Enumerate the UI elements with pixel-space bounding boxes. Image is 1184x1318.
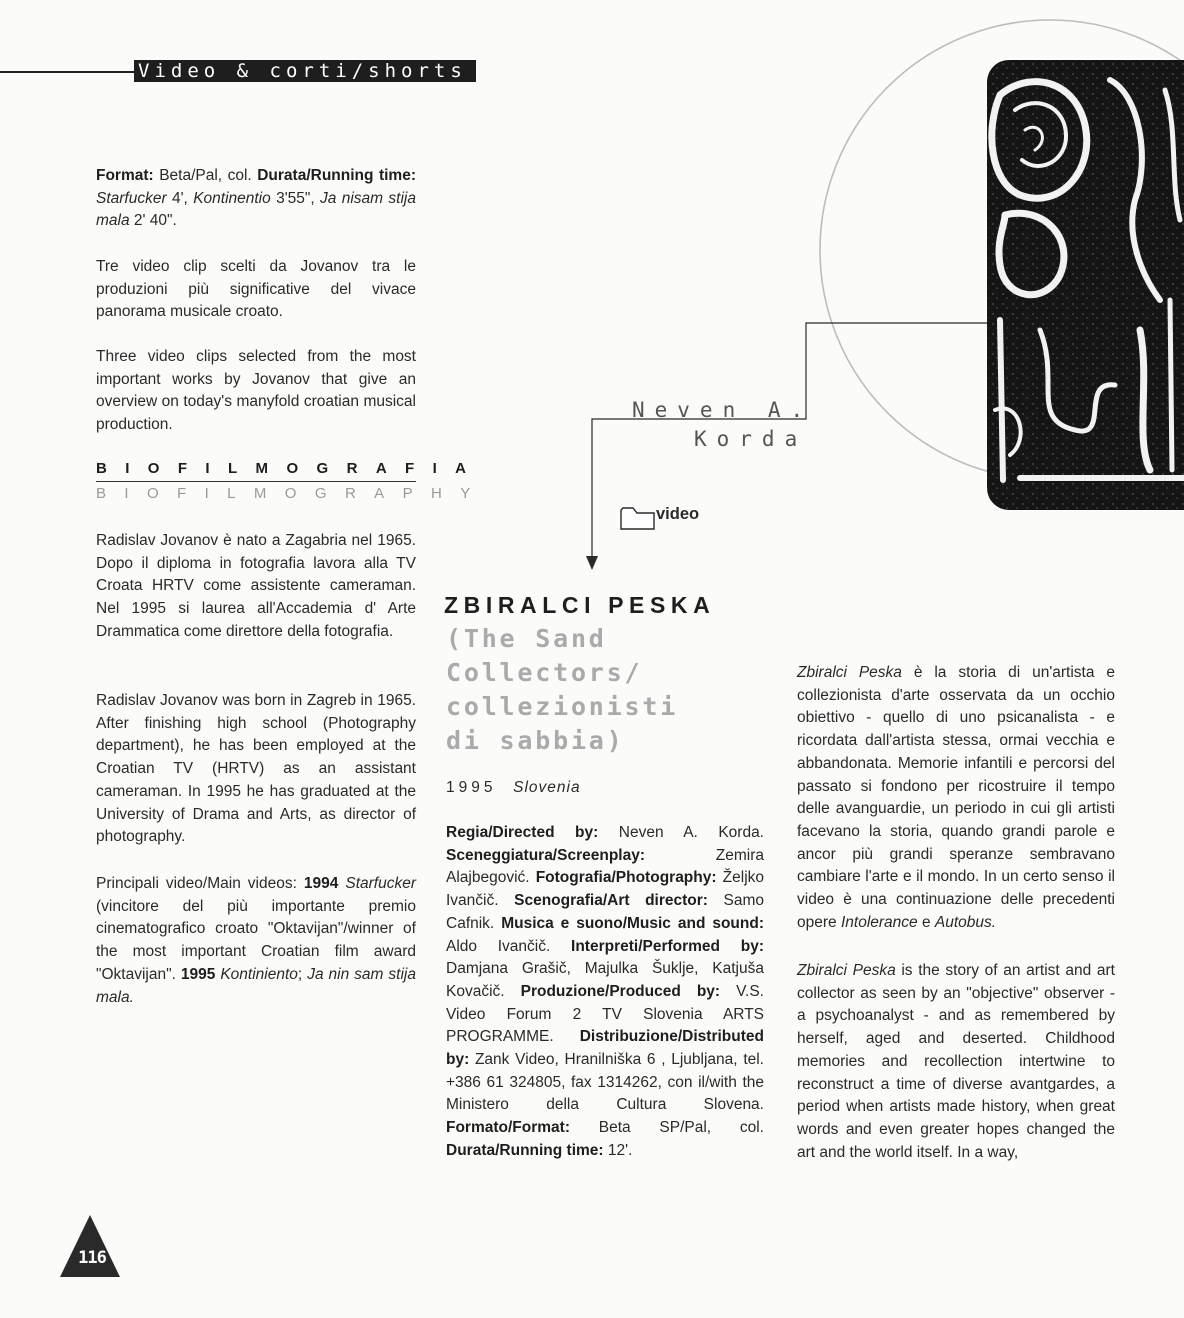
description-it-text: è la storia di un'artista e collezionista d'arte osservata da un occhio obiettivo - quello di uno psicanalista - e ricordata dall'artista stessa, ormai vecchia e abbandonata. Memorie infantili e percorsi del passato si fondono per ricostruire il tempo delle avanguardie, un periodo in cui gli artisti facevano la storia, quando grandi parole e ancor più grandi speranze sembravano cambiare l'arte e il mondo. In un certo senso il video è una continuazione delle precedenti opere [797,664,1116,931]
credit-label: Distribuzione/Distributed by: [446,1028,764,1069]
credit-label: Sceneggiatura/Screenplay: [446,846,645,864]
biofilmography-title: BIOFILMOGRAFIA [96,460,485,477]
main-videos-title-3: Ja nin sam stija mala. [96,965,416,1006]
main-videos-year-1: 1994 [303,875,339,892]
bio-en: Radislav Jovanov was born in Zagreb in 1965. After finishing high school (Photography department), he has been employed at the Croatian TV (HRTV) as an assistant cameraman. In 1995 he has graduated at the University of Drama and Arts, as director of photography. [96,692,416,846]
credit-label: Scenografia/Art director: [514,892,708,910]
credit-label: Regia/Directed by: [446,824,599,841]
credit-value: Damjana Grašič, Majulka Šuklje, Katjuša Kovačič. [446,960,764,1000]
film-year: 1995 [446,779,497,796]
main-videos-year-2: 1995 [180,965,216,983]
credit-label: Interpreti/Performed by: [571,937,764,955]
credit-value: Neven A. Korda. [618,824,764,841]
main-videos-sep: ; [297,965,303,983]
description-it-conj: e [921,913,931,931]
credit-value: 12'. [607,1141,633,1159]
folder-icon [621,508,654,529]
description-en-text: is the story of an artist and art collector as seen by an "objective" observer - a psychoanalyst - and as remembered by herself, aged and deserted. Childhood memories and recollection intertwine to reconstruct a time of diverse avantgardes, a period when artists made history, when great words and even greater hopes changed the art and the world itself. In a way, [797,962,1115,1161]
credit-value: Zank Video, Hranilniška 6 , Ljubljana, tel. +386 61 324805, fax 1314262, con il/with the Ministero della Cultura Slovena. [446,1051,764,1114]
page-number: 116 [78,1248,106,1268]
main-videos-note-1: (vincitore del più importante premio cinematografico croato "Oktavijan"/winner of the most important Croatian film award "Oktavijan". [96,897,416,983]
description-it-work-1: Intolerance [840,913,918,931]
bio-it: Radislav Jovanov è nato a Zagabria nel 1965. Dopo il diploma in fotografia lavora alla TV Croata HRTV come assistente cameraman. Nel 1995 si laurea all'Accademia d' Arte Drammatica come direttore della fotografia. [96,532,416,640]
duration-title-1: Starfucker [96,189,167,207]
credit-value: Samo Cafnik. [446,892,764,932]
biofilmography-subtitle: BIOFILMOGRAPHY [96,485,489,502]
duration-title-3: Ja nisam stija mala [96,189,416,230]
category-tag: video [656,505,700,523]
duration-value-2: 3'55", [276,189,315,207]
credit-label: Formato/Format: [446,1119,570,1137]
arrow-down-icon [586,556,598,570]
format-label: Format: [96,167,154,184]
description-it [797,662,1115,934]
film-still-photo [987,60,1184,510]
description-it-title: Zbiralci Peska [797,664,902,681]
credit-value: Željko Ivančič. [446,869,765,910]
duration-value-1: 4', [171,189,188,207]
credit-label: Durata/Running time: [446,1141,604,1159]
film-subtitle: (The Sand Collectors/ collezionisti di sabbia) [446,624,679,755]
director-first-name: Neven A. [632,398,814,422]
credit-value: Zemira Alajbegović. [446,846,764,887]
film-year-country [446,779,581,797]
credit-label: Musica e suono/Music and sound: [501,914,764,932]
synopsis-it: Tre video clip scelti da Jovanov tra le produzioni più significative del vivace panorama musicale croato. [96,258,416,321]
duration-label: Durata/Running time: [257,167,416,184]
format-value: Beta/Pal, col. [159,167,252,184]
description-en-title: Zbiralci Peska [797,962,896,979]
credit-label: Produzione/Produced by: [520,982,721,1000]
film-title: ZBIRALCI PESKA [444,592,716,618]
main-videos-label: Principali video/Main videos: [96,875,297,892]
section-header: Video & corti/shorts [134,60,476,82]
director-last-name: Korda [694,427,808,451]
description-it-work-2: Autobus. [934,913,997,931]
credit-value: Beta SP/Pal, col. [598,1119,764,1137]
main-videos-title-1: Starfucker [345,875,416,892]
main-videos-title-2: Kontiniento [220,965,298,983]
synopsis-en: Three video clips selected from the most important works by Jovanov that give an overview on today's manyfold croatian musical production. [96,348,416,434]
credit-value: V.S. Video Forum 2 TV Slovenia ARTS PROGRAMME. [446,982,764,1046]
duration-title-2: Kontinentio [193,189,271,207]
duration-value-3: 2' 40". [133,212,177,230]
credits-paragraph [446,822,764,1163]
credit-value: Aldo Ivančič. [446,937,551,955]
credit-label: Fotografia/Photography: [535,869,717,887]
film-country: Slovenia [513,779,581,796]
description-en [797,960,1115,1164]
